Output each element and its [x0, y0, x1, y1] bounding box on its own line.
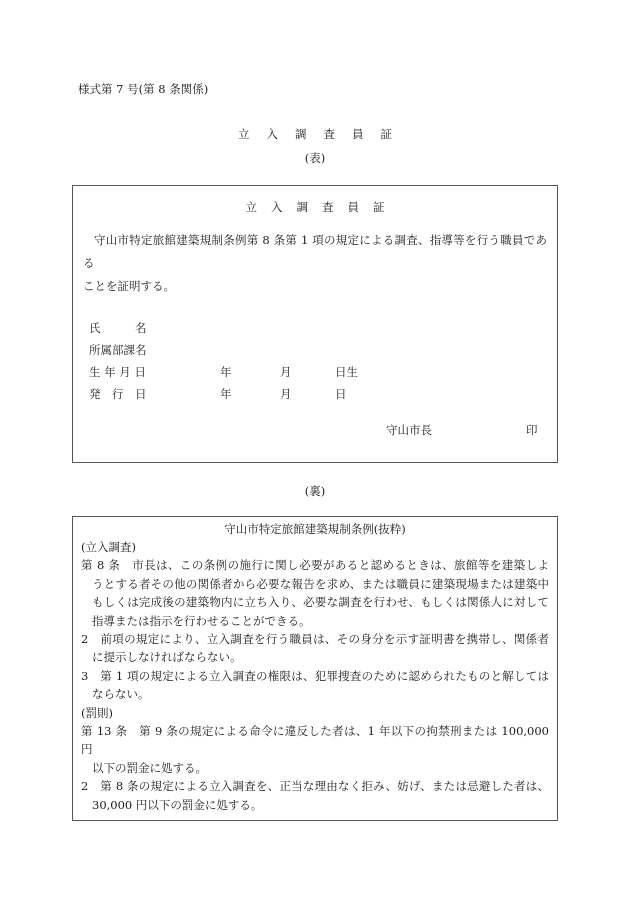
field-row-issue-date	[83, 383, 547, 405]
document-title-row	[72, 124, 558, 143]
birthdate-field-label: 生 年 月 日	[89, 365, 146, 379]
law-line: 以下の罰金に処する。	[92, 760, 207, 775]
birthdate-year-label: 年	[220, 365, 232, 379]
back-side-marker: (裏)	[304, 484, 326, 498]
certification-statement	[83, 229, 547, 298]
law-line: ならない。	[92, 687, 150, 702]
front-card-title: 立入調査員証	[245, 200, 399, 214]
issue-day-label: 日	[335, 387, 347, 401]
front-side-marker: (表)	[304, 151, 326, 165]
name-field-label: 氏 名	[89, 321, 147, 335]
field-row-birthdate	[83, 361, 547, 383]
issue-month-label: 月	[280, 387, 292, 401]
field-list	[83, 317, 547, 405]
law-line: 2 前項の規定により、立入調査を行う職員は、その身分を示す証明書を携帯し、関係者	[81, 632, 549, 647]
law-line: (立入調査)	[81, 540, 136, 554]
ordinance-title: 守山市特定旅館建築規制条例(抜粋)	[224, 522, 406, 536]
front-card-title-row	[83, 199, 547, 216]
statement-line: ことを証明する。	[83, 279, 175, 293]
issuer-name: 守山市長	[386, 423, 432, 437]
form-number-label: 様式第 7 号(第 8 条関係)	[78, 82, 209, 96]
birthdate-day-label: 日生	[335, 365, 358, 379]
law-line: うとする者その他の関係者から必要な報告を求め、または職員に建築現場または建築中	[92, 576, 549, 591]
issuer-row	[83, 422, 547, 439]
issue-year-label: 年	[220, 387, 232, 401]
law-line: 2 第 8 条の規定による立入調査を、正当な理由なく拒み、妨げ、または忌避した者は、	[81, 779, 549, 794]
law-line: 第 8 条 市長は、この条例の施行に関し必要があると認めるときは、旅館等を建築しよ	[81, 558, 549, 573]
law-line: 3 第 1 項の規定による立入調査の権限は、犯罪捜査のために認められたものと解しては	[81, 668, 549, 683]
law-line: 第 13 条 第 9 条の規定による命令に違反した者は、1 年以下の拘禁刑または 100,000 円	[81, 724, 549, 757]
document-title: 立入調査員証	[238, 127, 409, 141]
front-card	[72, 185, 558, 463]
statement-line: 守山市特定旅館建築規制条例第 8 条第 1 項の規定による調査、指導等を行う職員である	[83, 233, 547, 270]
law-line: に提示しなければならない。	[92, 650, 242, 665]
field-row-name	[83, 317, 547, 339]
field-row-department	[83, 339, 547, 361]
birthdate-month-label: 月	[280, 365, 292, 379]
law-line: (罰則)	[81, 705, 113, 720]
back-card	[72, 516, 558, 821]
department-field-label: 所属部課名	[89, 343, 147, 357]
law-line: もしくは完成後の建築物内に立ち入り、必要な調査を行わせ、もしくは関係人に対して	[92, 595, 549, 610]
law-line: 30,000 円以下の罰金に処する。	[92, 797, 263, 812]
seal-mark: 印	[526, 423, 538, 437]
law-line: 指導または指示を行わせることができる。	[92, 613, 311, 628]
issue-date-field-label: 発 行 日	[89, 387, 147, 401]
